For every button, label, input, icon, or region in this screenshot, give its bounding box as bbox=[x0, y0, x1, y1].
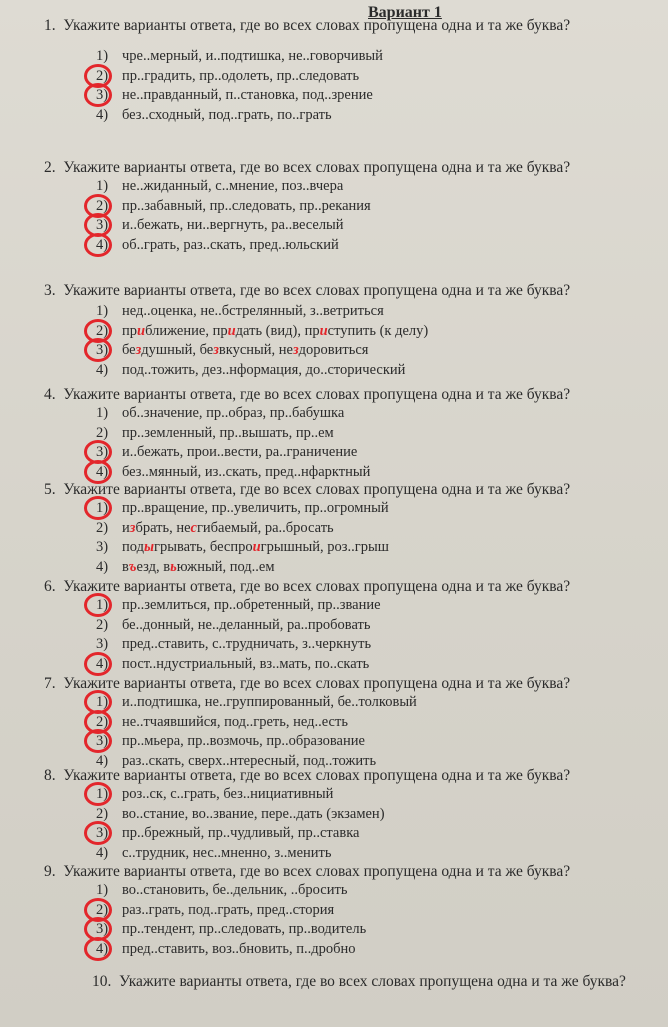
option-text: пр..землиться, пр..обретенный, пр..звание bbox=[122, 597, 381, 613]
option-number: 3) bbox=[96, 636, 109, 652]
option-number: 2) bbox=[96, 805, 109, 822]
answer-option[interactable] bbox=[44, 616, 668, 636]
question-heading bbox=[44, 158, 668, 177]
answer-options bbox=[44, 596, 668, 674]
answer-options bbox=[44, 785, 668, 863]
question-9 bbox=[44, 862, 668, 959]
question-text: Укажите варианты ответа, где во всех словах пропущена одна и та же буква? bbox=[63, 481, 571, 498]
answer-option[interactable] bbox=[44, 322, 668, 342]
option-text: пр..вращение, пр..увеличить, пр..огромный bbox=[122, 500, 389, 516]
option-number: 4) bbox=[96, 655, 109, 672]
inserted-letter: и bbox=[319, 322, 328, 339]
answer-option[interactable] bbox=[44, 732, 668, 752]
question-10 bbox=[44, 972, 668, 991]
option-number: 2) bbox=[96, 424, 109, 441]
option-text-part: ближение, пр bbox=[145, 322, 228, 339]
answer-option[interactable] bbox=[44, 519, 668, 539]
option-number: 2) bbox=[96, 713, 109, 730]
option-text: бе..донный, не..деланный, ра..пробовать bbox=[122, 616, 371, 633]
option-text: не..тчаявшийся, под..греть, нед..есть bbox=[122, 713, 348, 730]
inserted-letter: и bbox=[227, 322, 236, 339]
answer-options bbox=[44, 881, 668, 959]
option-text-part: южный, под..ем bbox=[176, 558, 275, 575]
option-text: пр..тендент, пр..следовать, пр..водитель bbox=[122, 921, 367, 937]
option-text: раз..грать, под..грать, пред..стория bbox=[122, 901, 335, 918]
option-number: 3) bbox=[96, 733, 109, 749]
option-text-part: под bbox=[122, 539, 144, 555]
option-text-part: доровиться bbox=[298, 342, 369, 358]
option-text: не..правданный, п..становка, под..зрение bbox=[122, 87, 373, 103]
answer-option[interactable] bbox=[44, 901, 668, 921]
option-text: пред..ставить, воз..бновить, п..дробно bbox=[122, 940, 356, 957]
option-number: 4) bbox=[96, 844, 109, 861]
option-number: 4) bbox=[96, 940, 109, 957]
option-text: пр..брежный, пр..чудливый, пр..ставка bbox=[122, 825, 360, 841]
question-text: Укажите варианты ответа, где во всех словах пропущена одна и та же буква? bbox=[63, 159, 571, 176]
question-3 bbox=[44, 281, 668, 380]
answer-option[interactable] bbox=[44, 302, 668, 322]
inserted-letter: ь bbox=[170, 558, 177, 575]
answer-option[interactable] bbox=[44, 713, 668, 733]
option-number: 4) bbox=[96, 558, 109, 575]
answer-option[interactable] bbox=[44, 341, 668, 361]
option-text: во..становить, бе..дельник, ..бросить bbox=[122, 882, 348, 898]
answer-options bbox=[44, 693, 668, 771]
answer-option[interactable] bbox=[44, 844, 668, 864]
option-text: нед..оценка, не..бстрелянный, з..ветриться bbox=[122, 303, 384, 319]
answer-option[interactable] bbox=[44, 785, 668, 805]
option-number: 4) bbox=[96, 361, 109, 378]
option-text: пост..ндустриальный, вз..мать, по..скать bbox=[122, 655, 370, 672]
question-heading bbox=[44, 972, 668, 991]
question-number: 4. bbox=[44, 386, 56, 403]
option-text: и..подтишка, не..группированный, бе..толковый bbox=[122, 694, 417, 710]
option-number: 4) bbox=[96, 752, 109, 769]
question-text: Укажите варианты ответа, где во всех словах пропущена одна и та же буква? bbox=[63, 386, 571, 403]
option-text: и..бежать, прои..вести, ра..граничение bbox=[122, 444, 358, 460]
answer-option[interactable] bbox=[44, 499, 668, 519]
option-number: 1) bbox=[96, 178, 109, 194]
option-text-part: и bbox=[122, 519, 130, 536]
question-number: 10. bbox=[92, 973, 112, 990]
inserted-letter: ы bbox=[143, 539, 155, 555]
option-number: 3) bbox=[96, 921, 109, 937]
option-text: пр..забавный, пр..следовать, пр..рекания bbox=[122, 197, 371, 214]
option-number: 2) bbox=[96, 519, 109, 536]
answer-option[interactable] bbox=[44, 881, 668, 901]
answer-options bbox=[44, 177, 668, 255]
option-text: раз..скать, сверх..нтересный, под..тожить bbox=[122, 752, 377, 769]
question-heading bbox=[44, 281, 668, 300]
answer-option[interactable] bbox=[44, 47, 668, 67]
option-number: 2) bbox=[96, 67, 109, 84]
option-text: пред..ставить, с..трудничать, з..черкнуть bbox=[122, 636, 372, 652]
question-1 bbox=[44, 16, 668, 125]
inserted-letter: ъ bbox=[128, 558, 137, 575]
inserted-letter: з bbox=[129, 519, 136, 536]
selected-circle-mark bbox=[84, 338, 112, 362]
option-text-part: бе bbox=[122, 342, 136, 358]
answer-option[interactable] bbox=[44, 404, 668, 424]
answer-option[interactable] bbox=[44, 538, 668, 558]
answer-option[interactable] bbox=[44, 86, 668, 106]
question-text: Укажите варианты ответа, где во всех словах пропущена одна и та же буква? bbox=[63, 17, 571, 34]
option-number: 1) bbox=[96, 303, 109, 319]
option-number: 2) bbox=[96, 616, 109, 633]
answer-option[interactable] bbox=[44, 216, 668, 236]
inserted-letter: с bbox=[190, 519, 197, 536]
option-number: 4) bbox=[96, 463, 109, 480]
option-text-part: грышный, роз..грыш bbox=[260, 539, 389, 555]
question-heading bbox=[44, 480, 668, 499]
option-text: пр..земленный, пр..вышать, пр..ем bbox=[122, 424, 334, 441]
selected-circle-mark bbox=[84, 233, 112, 257]
option-text: без..мянный, из..скать, пред..нфарктный bbox=[122, 463, 371, 480]
answer-option[interactable] bbox=[44, 920, 668, 940]
option-text-part: в bbox=[122, 558, 129, 575]
question-text: Укажите варианты ответа, где во всех словах пропущена одна и та же буква? bbox=[63, 863, 571, 880]
option-text: под..тожить, дез..нформация, до..сторический bbox=[122, 361, 406, 378]
option-number: 4) bbox=[96, 106, 109, 123]
option-number: 3) bbox=[96, 342, 109, 358]
answer-option[interactable] bbox=[44, 558, 668, 578]
answer-option[interactable] bbox=[44, 177, 668, 197]
option-text: об..грать, раз..скать, пред..юльский bbox=[122, 236, 339, 253]
answer-option[interactable] bbox=[44, 596, 668, 616]
question-text: Укажите варианты ответа, где во всех словах пропущена одна и та же буква? bbox=[119, 973, 626, 990]
option-text-part: брать, не bbox=[135, 519, 191, 536]
option-number: 3) bbox=[96, 87, 109, 103]
option-number: 3) bbox=[96, 539, 109, 555]
inserted-letter: з bbox=[135, 342, 142, 358]
option-number: 4) bbox=[96, 236, 109, 253]
option-text: пр..мьера, пр..возмочь, пр..образование bbox=[122, 733, 365, 749]
selected-circle-mark bbox=[84, 821, 112, 845]
question-number: 6. bbox=[44, 578, 56, 595]
question-heading bbox=[44, 766, 668, 785]
answer-options bbox=[44, 302, 668, 380]
option-number: 3) bbox=[96, 217, 109, 233]
option-text-part: езд, в bbox=[136, 558, 171, 575]
answer-option[interactable] bbox=[44, 67, 668, 87]
option-number: 1) bbox=[96, 694, 109, 710]
option-text-part: душный, бе bbox=[141, 342, 214, 358]
option-number: 1) bbox=[96, 48, 109, 64]
question-7 bbox=[44, 674, 668, 771]
question-number: 3. bbox=[44, 282, 56, 299]
option-text-part: пр bbox=[122, 322, 138, 339]
selected-circle-mark bbox=[84, 937, 112, 961]
option-text-part: грывать, беспро bbox=[154, 539, 253, 555]
question-number: 2. bbox=[44, 159, 56, 176]
inserted-letter: з bbox=[293, 342, 299, 358]
option-text: с..трудник, нес..мненно, з..менить bbox=[122, 844, 332, 861]
option-number: 3) bbox=[96, 444, 109, 460]
option-number: 2) bbox=[96, 901, 109, 918]
answer-option[interactable] bbox=[44, 635, 668, 655]
inserted-letter: з bbox=[213, 342, 219, 358]
question-heading bbox=[44, 385, 668, 404]
question-number: 8. bbox=[44, 767, 56, 784]
inserted-letter: и bbox=[137, 322, 146, 339]
answer-options bbox=[44, 499, 668, 577]
option-number: 1) bbox=[96, 405, 109, 421]
selected-circle-mark bbox=[84, 782, 112, 806]
question-8 bbox=[44, 766, 668, 863]
question-heading bbox=[44, 16, 668, 35]
selected-circle-mark bbox=[84, 83, 112, 107]
option-number: 2) bbox=[96, 197, 109, 214]
answer-option[interactable] bbox=[44, 197, 668, 217]
question-6 bbox=[44, 577, 668, 674]
option-number: 1) bbox=[96, 786, 109, 802]
question-heading bbox=[44, 674, 668, 693]
question-4 bbox=[44, 385, 668, 482]
question-2 bbox=[44, 158, 668, 255]
question-text: Укажите варианты ответа, где во всех словах пропущена одна и та же буква? bbox=[63, 675, 571, 692]
answer-option[interactable] bbox=[44, 940, 668, 960]
option-number: 3) bbox=[96, 825, 109, 841]
question-text: Укажите варианты ответа, где во всех словах пропущена одна и та же буква? bbox=[63, 578, 571, 595]
option-number: 1) bbox=[96, 500, 109, 516]
page-title: Вариант 1 bbox=[368, 4, 442, 21]
answer-option[interactable] bbox=[44, 655, 668, 675]
question-number: 1. bbox=[44, 17, 56, 34]
option-text: чре..мерный, и..подтишка, не..говорчивый bbox=[122, 48, 383, 64]
answer-options bbox=[44, 404, 668, 482]
option-text-part: дать (вид), пр bbox=[235, 322, 320, 339]
answer-option[interactable] bbox=[44, 236, 668, 256]
question-number: 7. bbox=[44, 675, 56, 692]
answer-option[interactable] bbox=[44, 443, 668, 463]
question-text: Укажите варианты ответа, где во всех словах пропущена одна и та же буква? bbox=[63, 767, 571, 784]
selected-circle-mark bbox=[84, 496, 112, 520]
option-number: 1) bbox=[96, 882, 109, 898]
question-heading bbox=[44, 862, 668, 881]
answer-option[interactable] bbox=[44, 805, 668, 825]
option-text: без..сходный, под..грать, по..грать bbox=[122, 106, 332, 123]
question-number: 9. bbox=[44, 863, 56, 880]
option-text: и..бежать, ни..вергнуть, ра..веселый bbox=[122, 217, 344, 233]
option-text-part: вкусный, не bbox=[218, 342, 293, 358]
option-text: об..значение, пр..образ, пр..бабушка bbox=[122, 405, 345, 421]
option-text: пр..градить, пр..одолеть, пр..следовать bbox=[122, 67, 360, 84]
option-number: 2) bbox=[96, 322, 109, 339]
answer-option[interactable] bbox=[44, 361, 668, 381]
question-heading bbox=[44, 577, 668, 596]
answer-option[interactable] bbox=[44, 106, 668, 126]
option-text: во..стание, во..звание, пере..дать (экзамен) bbox=[122, 805, 385, 822]
option-text: роз..ск, с..грать, без..нициативный bbox=[122, 786, 334, 802]
option-text: не..жиданный, с..мнение, поз..вчера bbox=[122, 178, 344, 194]
answer-option[interactable] bbox=[44, 824, 668, 844]
selected-circle-mark bbox=[84, 593, 112, 617]
inserted-letter: и bbox=[252, 539, 261, 555]
option-text-part: гибаемый, ра..бросать bbox=[196, 519, 334, 536]
selected-circle-mark bbox=[84, 652, 112, 676]
answer-option[interactable] bbox=[44, 693, 668, 713]
selected-circle-mark bbox=[84, 729, 112, 753]
question-text: Укажите варианты ответа, где во всех словах пропущена одна и та же буква? bbox=[63, 282, 571, 299]
option-number: 1) bbox=[96, 597, 109, 613]
answer-options bbox=[44, 47, 668, 125]
answer-option[interactable] bbox=[44, 424, 668, 444]
option-text-part: ступить (к делу) bbox=[327, 322, 429, 339]
question-5 bbox=[44, 480, 668, 577]
question-number: 5. bbox=[44, 481, 56, 498]
